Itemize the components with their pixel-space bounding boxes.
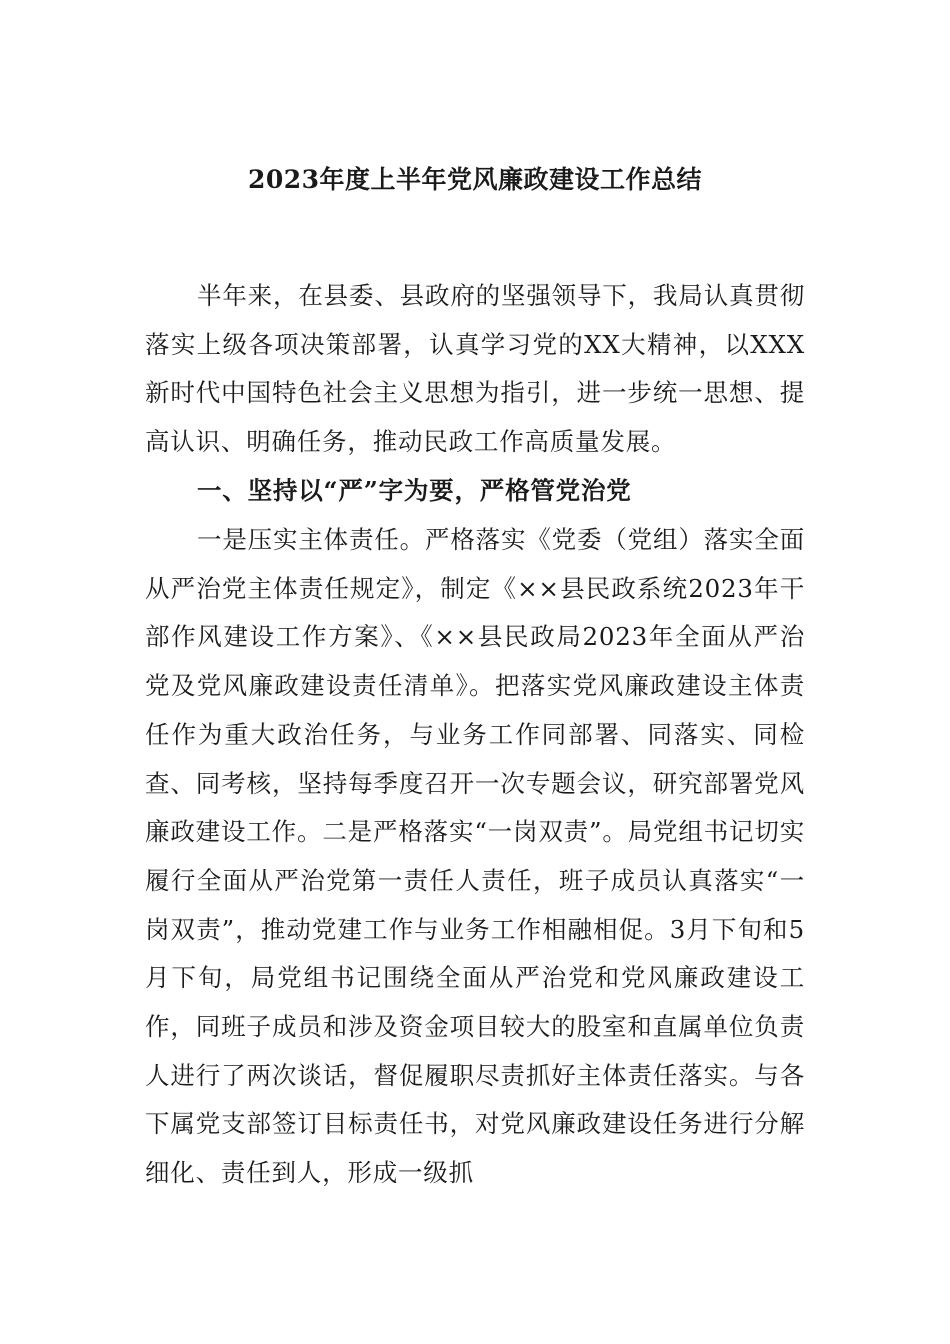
intro-paragraph: 半年来，在县委、县政府的坚强领导下，我局认真贯彻落实上级各项决策部署，认真学习党的XX大精神，以XXX新时代中国特色社会主义思想为指引，进一步统一思想、提高认识、明确任务，推动民政工作高质量发展。 [145, 281, 805, 457]
section-heading-1: 一、坚持以“严”字为要，严格管党治党 [197, 476, 632, 505]
section-1-paragraph: 一是压实主体责任。严格落实《党委（党组）落实全面从严治党主体责任规定》，制定《××县民政系统2023年干部作风建设工作方案》、《××县民政局2023年全面从严治党及党风廉政建设责任清单》。把落实党风廉政建设主体责任作为重大政治任务，与业务工作同部署、同落实、同检查、同考核，坚持每季度召开一次专题会议，研究部署党风廉政建设工作。二是严格落实“一岗双责”。局党组书记切实履行全面从严治党第一责任人责任，班子成员认真落实“一岗双责”，推动党建工作与业务工作相融相促。3月下旬和5月下旬，局党组书记围绕全面从严治党和党风廉政建设工作，同班子成员和涉及资金项目较大的股室和直属单位负责人进行了两次谈话，督促履职尽责抓好主体责任落实。与各下属党支部签订目标责任书，对党风廉政建设任务进行分解细化、责任到人，形成一级抓 [145, 525, 805, 1188]
document-title: 2023年度上半年党风廉政建设工作总结 [247, 165, 703, 194]
